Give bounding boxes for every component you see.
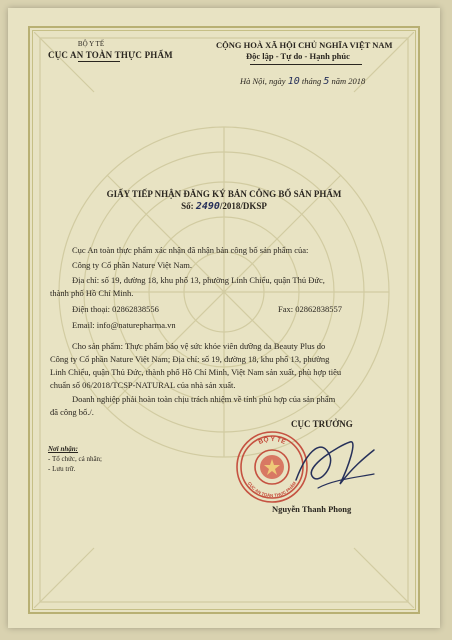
document-page: [8, 8, 440, 628]
address-line-1: Địa chỉ: số 19, đường 18, khu phố 13, phường Linh Chiểu, quận Thủ Đức,: [72, 275, 325, 285]
recipient-item: - Tổ chức, cá nhân;: [48, 455, 103, 463]
responsibility-line-2: đã công bố./.: [50, 407, 94, 417]
republic-name: CỘNG HOÀ XÃ HỘI CHỦ NGHĨA VIỆT NAM: [216, 40, 393, 50]
date-month-handwritten: 5: [323, 76, 330, 87]
signer-name: Nguyễn Thanh Phong: [272, 504, 352, 514]
address-line-2: thành phố Hồ Chí Minh.: [50, 288, 134, 298]
ministry-name: BỘ Y TẾ: [77, 40, 105, 48]
agency-underline: [78, 61, 120, 62]
email-address: Email: info@naturepharma.vn: [72, 320, 176, 330]
motto-underline: [250, 64, 362, 65]
date-day-handwritten: 10: [287, 76, 300, 87]
seal-top-text: BỘ Y TẾ: [257, 435, 287, 446]
recipient-item: - Lưu trữ.: [48, 465, 76, 473]
company-name: Công ty Cổ phần Nature Việt Nam.: [72, 260, 192, 270]
document-title: GIẤY TIẾP NHẬN ĐĂNG KÝ BẢN CÔNG BỐ SẢN PHẨM: [106, 189, 342, 199]
recipients-label: Nơi nhận:: [48, 445, 79, 453]
responsibility-line-1: Doanh nghiệp phải hoàn toàn chịu trách nhiệm về tính phù hợp của sản phẩm: [72, 394, 336, 404]
product-line-4: chuẩn số 06/2018/TCSP-NATURAL của nhà sản xuất.: [50, 380, 236, 390]
fax-number: Fax: 02862838557: [278, 304, 342, 314]
handwritten-signature-icon: [278, 428, 388, 498]
agency-name: CỤC AN TOÀN THỰC PHẨM: [48, 50, 173, 60]
number-handwritten: 2490: [195, 201, 220, 212]
product-line-1: Cho sản phẩm: Thực phẩm bảo vệ sức khỏe viên dưỡng da Beauty Plus do: [72, 341, 326, 351]
document-number: Số: 2490/2018/DKSP: [181, 201, 267, 212]
phone-number: Điện thoại: 02862838556: [72, 304, 159, 314]
product-line-2: Công ty Cổ phần Nature Việt Nam; Địa chỉ: số 19, đường 18, khu phố 13, phường: [50, 354, 330, 364]
product-line-3: Linh Chiểu, quận Thủ Đức, thành phố Hồ Chí Minh, Việt Nam sản xuất, phù hợp tiêu: [50, 367, 342, 377]
signer-title: CỤC TRƯỞNG: [291, 419, 353, 429]
seal-bottom-text: CỤC AN TOÀN THỰC PHẨM: [246, 480, 298, 499]
recipients-block: [48, 444, 102, 474]
national-motto: Độc lập - Tự do - Hạnh phúc: [246, 51, 350, 61]
issue-date: Hà Nội, ngày 10 tháng 5 năm 2018: [240, 76, 366, 87]
intro-paragraph: Cục An toàn thực phẩm xác nhận đã nhận bản công bố sản phẩm của:: [72, 245, 309, 255]
